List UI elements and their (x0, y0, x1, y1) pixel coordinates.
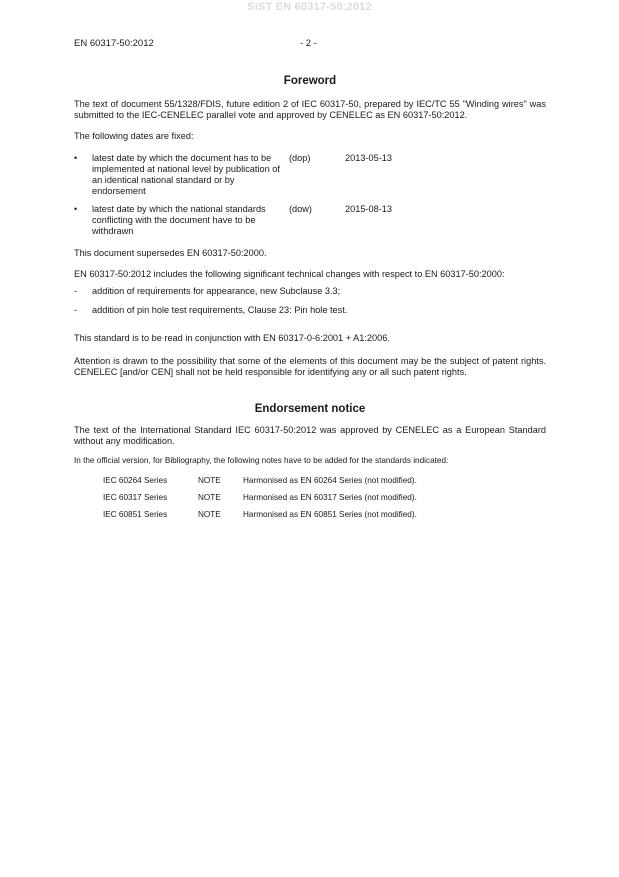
header-doc-id: EN 60317-50:2012 (74, 38, 154, 49)
note-text: Harmonised as EN 60264 Series (not modified). (243, 476, 417, 485)
endorsement-text: The text of the International Standard IEC 60317-50:2012 was approved by CENELEC as a European Standard without any modification. (74, 425, 546, 446)
date-row-dop (74, 153, 546, 197)
document-body (74, 74, 546, 527)
note-keyword: NOTE (198, 510, 221, 519)
endorsement-title: Endorsement notice (254, 403, 366, 415)
note-standard: IEC 60264 Series (103, 476, 168, 485)
date-value: 2013-05-13 (345, 153, 392, 163)
note-standard: IEC 60851 Series (103, 510, 168, 519)
conjunction-statement: This standard is to be read in conjunction with EN 60317-0-6:2001 + A1:2006. (74, 333, 390, 343)
bullet: • (74, 204, 78, 214)
header-page-number: - 2 - (300, 38, 317, 49)
dates-intro: The following dates are fixed: (74, 131, 194, 141)
date-description: latest date by which the document has to be implemented at national level by publication of an identical national standard or by endorsement (92, 153, 280, 196)
note-keyword: NOTE (198, 493, 221, 502)
dash: - (74, 286, 78, 296)
note-row (103, 510, 546, 520)
foreword-title: Foreword (283, 75, 337, 87)
note-row (103, 493, 546, 503)
date-abbreviation: (dop) (289, 153, 311, 163)
bullet: • (74, 153, 78, 163)
foreword-intro: The text of document 55/1328/FDIS, future edition 2 of IEC 60317-50, prepared by IEC/TC 55 "Winding wires" was submitted to the IEC-CENELEC parallel vote and approved by CENELEC as EN 60317-50:2012. (74, 99, 546, 120)
notes-intro: In the official version, for Bibliography, the following notes have to be added for the standards indicated: (74, 456, 449, 465)
date-abbreviation: (dow) (289, 204, 312, 214)
note-standard: IEC 60317 Series (103, 493, 168, 502)
supersedes-statement: This document supersedes EN 60317-50:2000. (74, 248, 267, 258)
note-keyword: NOTE (198, 476, 221, 485)
note-text: Harmonised as EN 60851 Series (not modified). (243, 510, 417, 519)
note-row (103, 476, 546, 486)
changes-intro: EN 60317-50:2012 includes the following significant technical changes with respect to EN 60317-50:2000: (74, 269, 505, 279)
change-text: addition of requirements for appearance, new Subclause 3.3; (92, 286, 341, 296)
patent-statement: Attention is drawn to the possibility that some of the elements of this document may be the subject of patent rights. CENELEC [and/or CEN] shall not be held responsible for identifying any or all such patent rights. (74, 356, 546, 377)
change-item (74, 305, 546, 316)
change-item (74, 286, 546, 297)
watermark: SIST EN 60317-50:2012 (247, 1, 372, 13)
note-text: Harmonised as EN 60317 Series (not modified). (243, 493, 417, 502)
date-description: latest date by which the national standards conflicting with the document have to be withdrawn (92, 204, 266, 236)
date-row-dow (74, 204, 546, 237)
dash: - (74, 305, 78, 315)
change-text: addition of pin hole test requirements, Clause 23: Pin hole test. (92, 305, 348, 315)
date-value: 2015-08-13 (345, 204, 392, 214)
